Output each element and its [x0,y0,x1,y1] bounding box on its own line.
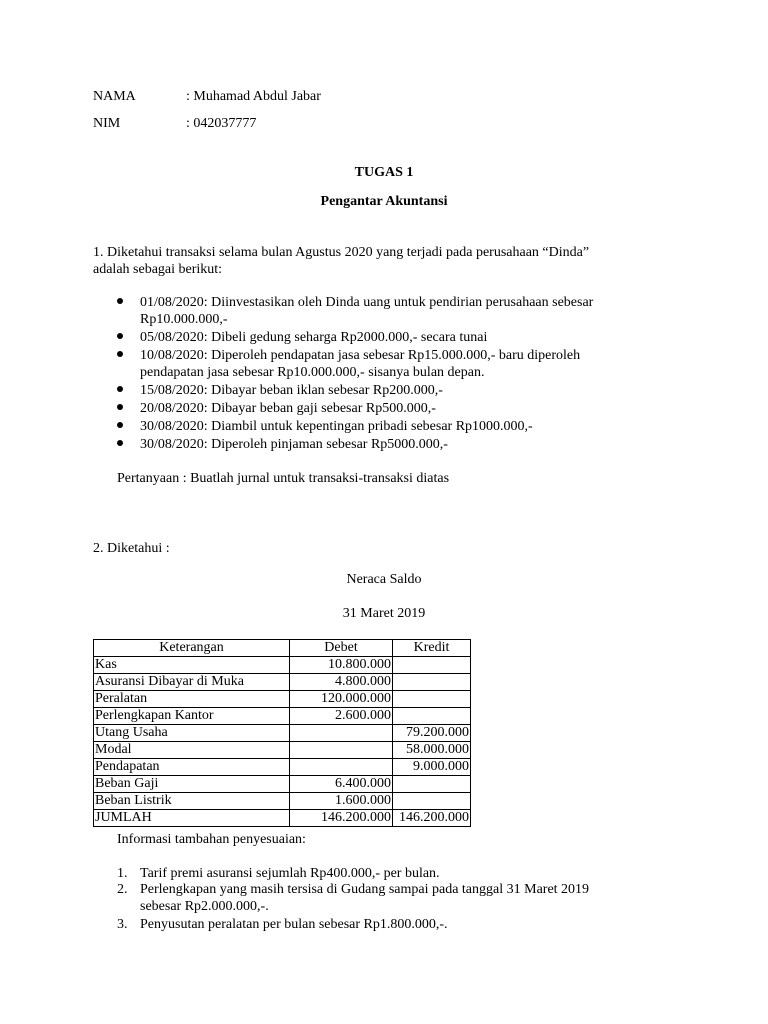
bullet-icon [117,351,123,357]
table-row [94,708,471,725]
debit-cell: 120.000.000 [290,691,393,708]
credit-cell [393,776,471,793]
table-row [94,759,471,776]
column-header: Debet [290,640,393,657]
nim-label: NIM [93,116,121,131]
credit-cell [393,657,471,674]
list-item: 30/08/2020: Diperoleh pinjaman sebesar Rp5000.000,- [140,437,448,452]
table-row [94,725,471,742]
q2-intro: 2. Diketahui : [93,541,170,556]
table-row [94,691,471,708]
debit-cell: 10.800.000 [290,657,393,674]
list-item-continuation: Rp10.000.000,- [140,312,228,327]
table-row [94,776,471,793]
nim-value: : 042037777 [186,116,257,131]
trial-balance-table [93,639,471,827]
credit-cell [393,708,471,725]
list-item: 15/08/2020: Dibayar beban iklan sebesar Rp200.000,- [140,383,443,398]
account-cell: Beban Listrik [94,793,290,810]
name-value: : Muhamad Abdul Jabar [186,89,321,104]
name-label: NAMA [93,89,136,104]
list-number: 1. [117,866,128,881]
debit-cell: 2.600.000 [290,708,393,725]
account-cell: Beban Gaji [94,776,290,793]
bullet-icon [117,440,123,446]
bullet-icon [117,386,123,392]
page-subtitle: Pengantar Akuntansi [320,194,448,209]
table-row [94,742,471,759]
list-number: 3. [117,917,128,932]
account-cell: JUMLAH [94,810,290,827]
credit-cell [393,793,471,810]
adjustment-info-title: Informasi tambahan penyesuaian: [117,832,306,847]
list-item: 30/08/2020: Diambil untuk kepentingan pribadi sebesar Rp1000.000,- [140,419,533,434]
account-cell: Pendapatan [94,759,290,776]
debit-cell [290,725,393,742]
bullet-icon [117,333,123,339]
table-date: 31 Maret 2019 [342,606,426,621]
list-item: 20/08/2020: Dibayar beban gaji sebesar Rp500.000,- [140,401,436,416]
list-item: Tarif premi asuransi sejumlah Rp400.000,- per bulan. [140,866,440,881]
credit-cell: 58.000.000 [393,742,471,759]
account-cell: Kas [94,657,290,674]
list-item-continuation: pendapatan jasa sebesar Rp10.000.000,- sisanya bulan depan. [140,365,485,380]
q1-question: Pertanyaan : Buatlah jurnal untuk transaksi-transaksi diatas [117,471,450,486]
q1-intro-line1: 1. Diketahui transaksi selama bulan Agustus 2020 yang terjadi pada perusahaan “Dinda” [93,245,590,260]
credit-cell: 146.200.000 [393,810,471,827]
account-cell: Peralatan [94,691,290,708]
debit-cell [290,759,393,776]
table-header-row [94,640,471,657]
bullet-icon [117,298,123,304]
debit-cell: 146.200.000 [290,810,393,827]
list-item: Perlengkapan yang masih tersisa di Gudang sampai pada tanggal 31 Maret 2019 [140,882,590,897]
debit-cell: 4.800.000 [290,674,393,691]
bullet-icon [117,422,123,428]
page-title: TUGAS 1 [354,165,414,180]
list-item: 05/08/2020: Dibeli gedung seharga Rp2000.000,- secara tunai [140,330,488,345]
account-cell: Modal [94,742,290,759]
column-header: Keterangan [94,640,290,657]
account-cell: Perlengkapan Kantor [94,708,290,725]
table-row [94,674,471,691]
table-title: Neraca Saldo [346,572,422,587]
credit-cell [393,674,471,691]
q1-intro-line2: adalah sebagai berikut: [93,262,223,277]
list-item: 10/08/2020: Diperoleh pendapatan jasa sebesar Rp15.000.000,- baru diperoleh [140,348,581,363]
table-row [94,793,471,810]
account-cell: Utang Usaha [94,725,290,742]
list-item: Penyusutan peralatan per bulan sebesar Rp1.800.000,-. [140,917,448,932]
credit-cell: 9.000.000 [393,759,471,776]
list-number: 2. [117,882,128,897]
table-row [94,657,471,674]
debit-cell: 6.400.000 [290,776,393,793]
debit-cell [290,742,393,759]
credit-cell [393,691,471,708]
bullet-icon [117,404,123,410]
table-total-row [94,810,471,827]
account-cell: Asuransi Dibayar di Muka [94,674,290,691]
credit-cell: 79.200.000 [393,725,471,742]
list-item-continuation: sebesar Rp2.000.000,-. [140,899,269,914]
column-header: Kredit [393,640,471,657]
list-item: 01/08/2020: Diinvestasikan oleh Dinda uang untuk pendirian perusahaan sebesar [140,295,594,310]
debit-cell: 1.600.000 [290,793,393,810]
